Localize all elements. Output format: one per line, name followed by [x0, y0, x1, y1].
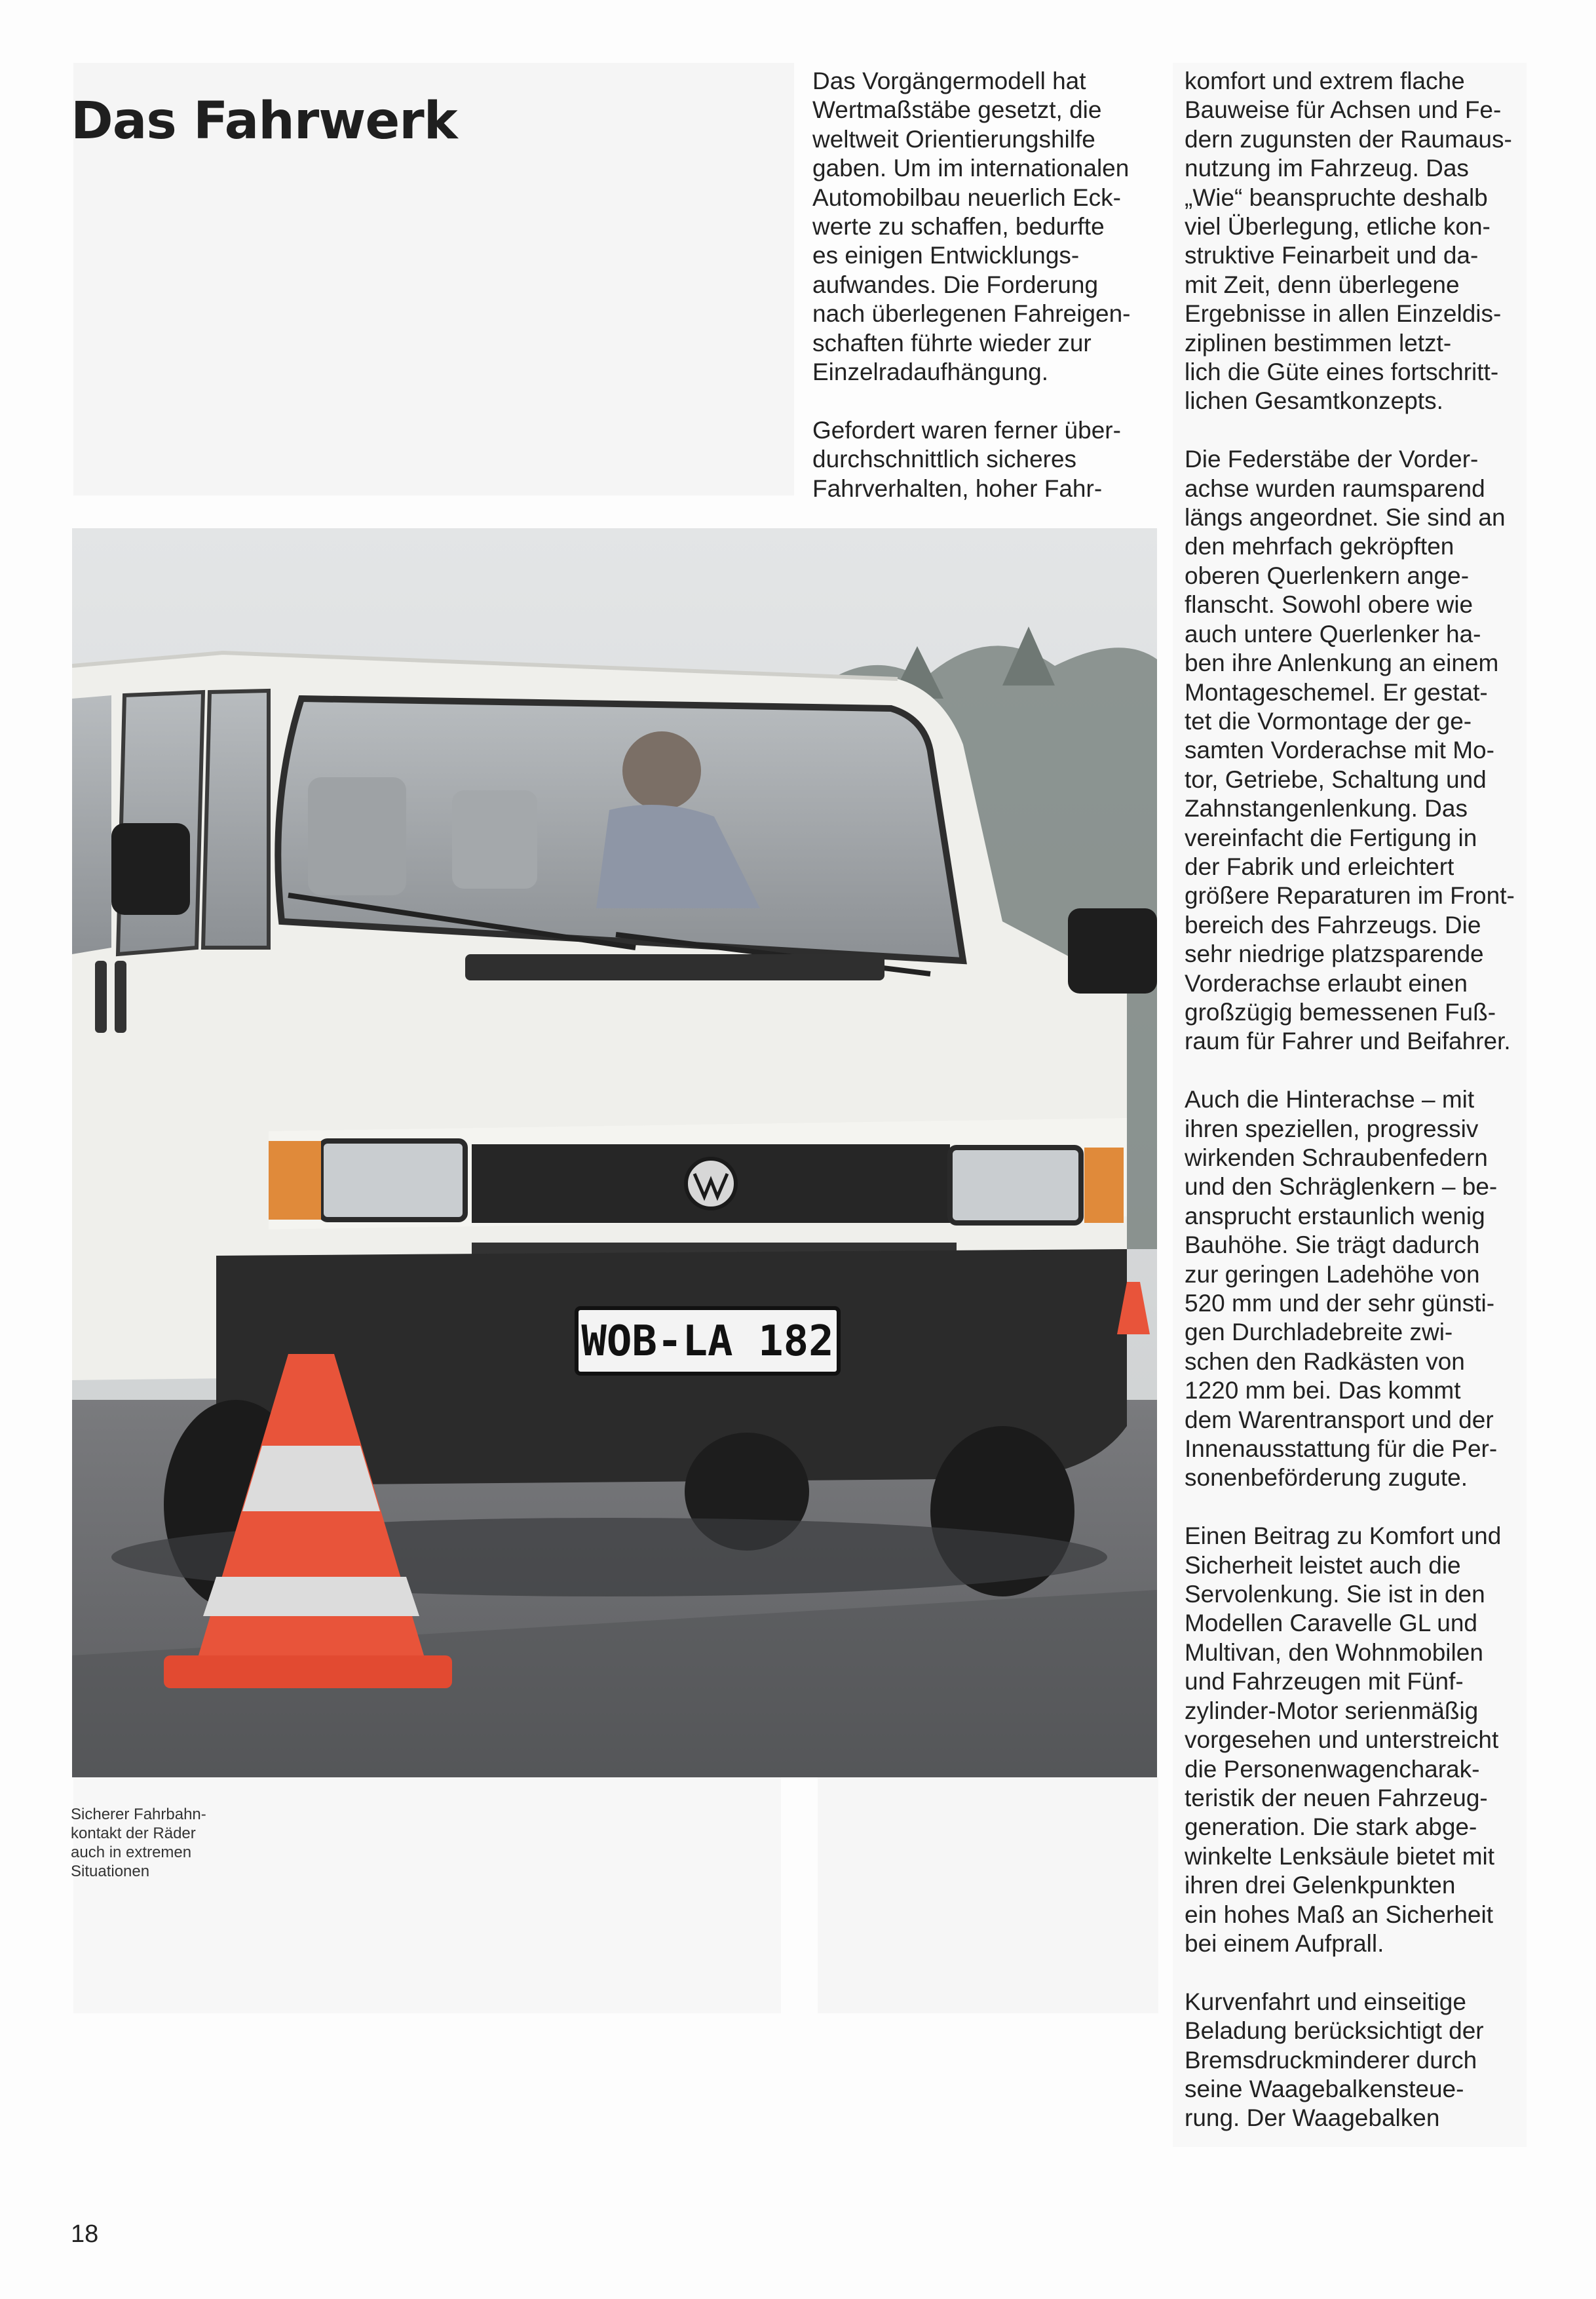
text-line: Die Federstäbe der Vorder- [1185, 446, 1479, 473]
text-line: Vorderachse erlaubt einen [1185, 969, 1468, 997]
photo-caption [71, 1805, 267, 1881]
text-line: struktive Feinarbeit und da- [1185, 242, 1479, 269]
text-line: lichen Gesamtkonzepts. [1185, 387, 1443, 415]
text-line: großzügig bemessenen Fuß- [1185, 998, 1496, 1026]
text-line: schen den Radkästen von [1185, 1347, 1465, 1375]
text-line: mit Zeit, denn überlegene [1185, 271, 1460, 298]
text-line: vereinfacht die Fertigung in [1185, 824, 1477, 851]
text-line: Bremsdruckminderer durch [1185, 2046, 1477, 2074]
text-line: nutzung im Fahrzeug. Das [1185, 155, 1469, 182]
paragraph [812, 416, 1153, 503]
text-line: werte zu schaffen, bedurfte [812, 213, 1105, 241]
text-line: gen Durchladebreite zwi- [1185, 1319, 1453, 1346]
text-line: und den Schräglenkern – be- [1185, 1173, 1498, 1201]
text-line: ziplinen bestimmen letzt- [1185, 329, 1452, 357]
paragraph [1185, 1988, 1538, 2133]
text-line: ein hohes Maß an Sicherheit [1185, 1901, 1493, 1928]
text-line: Auch die Hinterachse – mit [1185, 1086, 1475, 1113]
text-line: 1220 mm bei. Das kommt [1185, 1377, 1461, 1404]
text-line: zur geringen Ladehöhe von [1185, 1260, 1480, 1288]
text-line: 520 mm und der sehr günsti- [1185, 1290, 1495, 1317]
text-line: Einen Beitrag zu Komfort und [1185, 1522, 1502, 1550]
text-line: Einzelradaufhängung. [812, 358, 1049, 386]
text-line: ihren drei Gelenkpunkten [1185, 1872, 1456, 1899]
text-line: lich die Güte eines fortschritt- [1185, 358, 1499, 386]
text-line: schaften führte wieder zur [812, 329, 1092, 357]
text-line: flanscht. Sowohl obere wie [1185, 591, 1473, 619]
caption-line: kontakt der Räder [71, 1825, 196, 1842]
text-line: aufwandes. Die Forderung [812, 271, 1099, 298]
text-line: Kurvenfahrt und einseitige [1185, 1988, 1466, 2015]
text-line: Zahnstangenlenkung. Das [1185, 795, 1468, 822]
text-line: Montageschemel. Er gestat- [1185, 678, 1488, 706]
text-line: generation. Die stark abge- [1185, 1813, 1477, 1841]
text-line: vorgesehen und unterstreicht [1185, 1726, 1499, 1754]
text-line: gaben. Um im internationalen [812, 155, 1130, 182]
text-line: ben ihre Anlenkung an einem [1185, 649, 1499, 677]
text-line: ansprucht erstaunlich wenig [1185, 1202, 1485, 1229]
text-line: Bauweise für Achsen und Fe- [1185, 96, 1502, 124]
text-line: weltweit Orientierungshilfe [812, 125, 1095, 153]
text-line: ihren speziellen, progressiv [1185, 1115, 1479, 1142]
text-line: nach überlegenen Fahreigen- [812, 300, 1131, 328]
text-column-1 [812, 67, 1153, 532]
text-line: samten Vorderachse mit Mo- [1185, 737, 1494, 764]
text-line: bereich des Fahrzeugs. Die [1185, 911, 1481, 938]
text-line: „Wie“ beanspruchte deshalb [1185, 184, 1488, 211]
paragraph [1185, 67, 1538, 416]
text-line: auch untere Querlenker ha- [1185, 620, 1481, 647]
text-column-2 [1185, 67, 1538, 2162]
text-line: Beladung berücksichtigt der [1185, 2017, 1484, 2045]
text-line: seine Waagebalkensteue- [1185, 2075, 1464, 2102]
text-line: der Fabrik und erleichtert [1185, 853, 1454, 880]
text-line: den mehrfach gekröpften [1185, 533, 1454, 560]
text-line: teristik der neuen Fahrzeug- [1185, 1784, 1488, 1811]
text-line: zylinder-Motor serienmäßig [1185, 1697, 1479, 1724]
text-line: winkelte Lenksäule bietet mit [1185, 1842, 1495, 1870]
page-number: 18 [71, 2220, 99, 2248]
text-line: wirkenden Schraubenfedern [1185, 1144, 1488, 1171]
text-line: raum für Fahrer und Beifahrer. [1185, 1028, 1511, 1055]
text-line: durchschnittlich sicheres [812, 446, 1077, 473]
text-line: tor, Getriebe, Schaltung und [1185, 765, 1487, 793]
text-line: komfort und extrem flache [1185, 68, 1465, 94]
text-line: Fahrverhalten, hoher Fahr- [812, 474, 1103, 502]
van-photo [72, 528, 1157, 1777]
text-line: Sicherheit leistet auch die [1185, 1551, 1461, 1579]
page-title: Das Fahrwerk [71, 92, 457, 151]
text-line: die Personenwagencharak- [1185, 1755, 1480, 1783]
text-line: Ergebnisse in allen Einzeldis- [1185, 300, 1502, 328]
van-illustration [72, 528, 1157, 1777]
text-line: dern zugunsten der Raumaus- [1185, 125, 1512, 153]
text-line: Servolenkung. Sie ist in den [1185, 1581, 1485, 1608]
text-line: tet die Vormontage der ge- [1185, 707, 1472, 735]
text-line: Bauhöhe. Sie trägt dadurch [1185, 1231, 1480, 1259]
show-through-panel [818, 1777, 1158, 2013]
text-line: Innenausstattung für die Per- [1185, 1435, 1498, 1463]
paragraph [1185, 1522, 1538, 1958]
text-line: Das Vorgängermodell hat [812, 68, 1086, 94]
text-line: größere Reparaturen im Front- [1185, 882, 1515, 910]
text-line: und Fahrzeugen mit Fünf- [1185, 1668, 1464, 1695]
paragraph [812, 67, 1153, 387]
text-line: Modellen Caravelle GL und [1185, 1610, 1477, 1637]
text-line: dem Warentransport und der [1185, 1406, 1494, 1433]
text-line: sonenbeförderung zugute. [1185, 1464, 1468, 1492]
caption-line: Sicherer Fahrbahn- [71, 1806, 206, 1823]
text-line: sehr niedrige platzsparende [1185, 940, 1484, 968]
text-line: es einigen Entwicklungs- [812, 242, 1080, 269]
text-line: rung. Der Waagebalken [1185, 2104, 1440, 2132]
paragraph [1185, 1085, 1538, 1493]
text-line: längs angeordnet. Sie sind an [1185, 504, 1506, 531]
text-line: Automobilbau neuerlich Eck- [812, 184, 1121, 211]
text-line: Multivan, den Wohnmobilen [1185, 1638, 1483, 1666]
caption-line: Situationen [71, 1863, 150, 1880]
caption-line: auch in extremen [71, 1844, 192, 1861]
text-line: Wertmaßstäbe gesetzt, die [812, 96, 1102, 124]
text-line: viel Überlegung, etliche kon- [1185, 213, 1491, 241]
license-plate-text: WOB-LA 182 [581, 1317, 834, 1366]
text-line: oberen Querlenkern ange- [1185, 562, 1470, 589]
text-line: Gefordert waren ferner über- [812, 416, 1121, 444]
text-line: achse wurden raumsparend [1185, 474, 1485, 502]
paragraph [1185, 445, 1538, 1056]
text-line: bei einem Aufprall. [1185, 1929, 1384, 1957]
